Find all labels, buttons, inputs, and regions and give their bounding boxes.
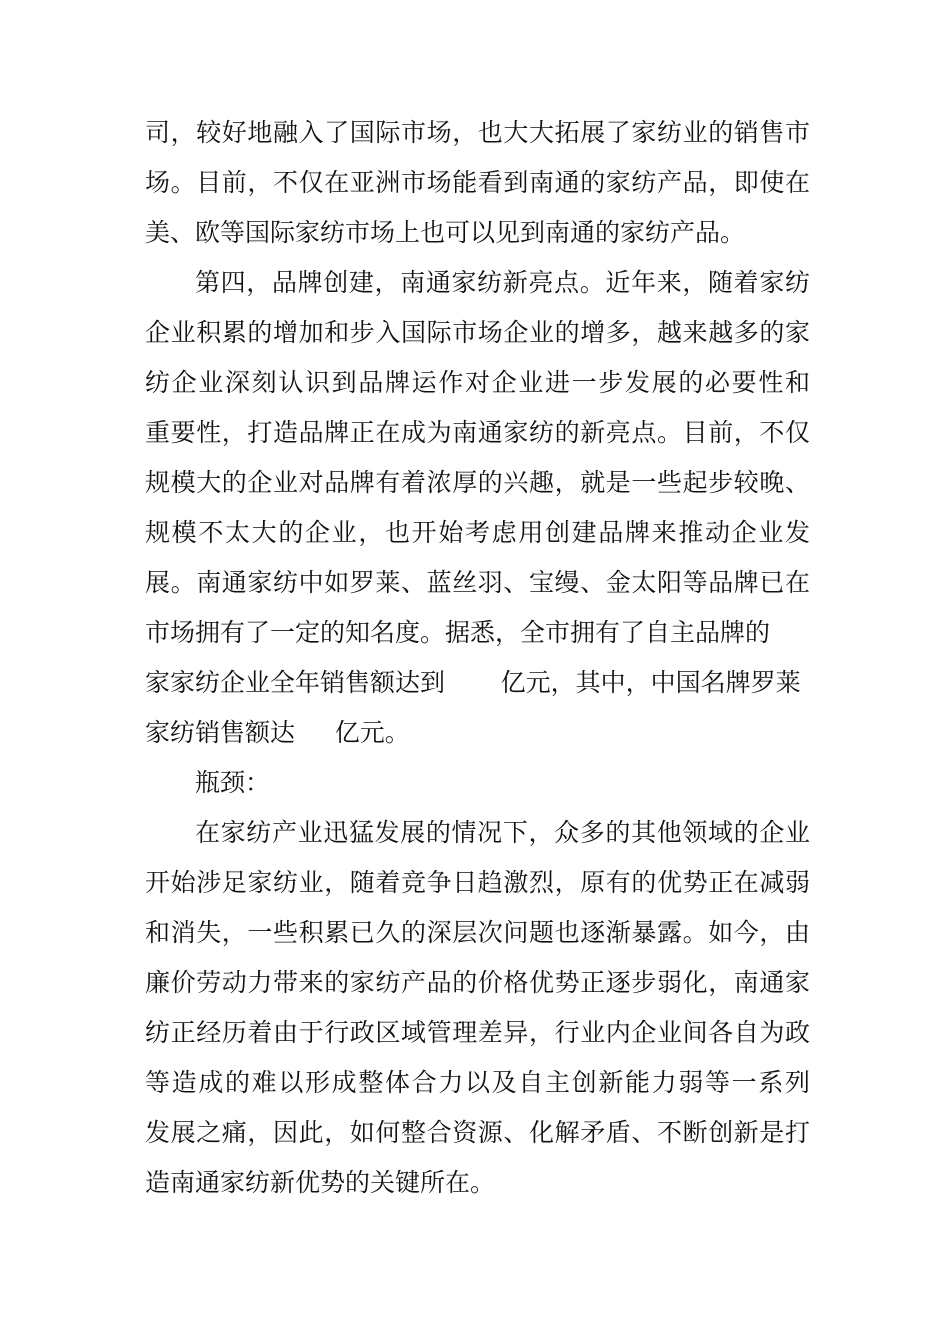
text-line: 家家纺企业全年销售额达到 亿元，其中，中国名牌罗莱 [145, 668, 801, 697]
text-line: 市场拥有了一定的知名度。据悉，全市拥有了自主品牌的 [145, 618, 771, 647]
text-line: 展。南通家纺中如罗莱、蓝丝羽、宝缦、金太阳等品牌已在 [145, 568, 810, 597]
section-heading: 瓶颈： [195, 768, 271, 797]
text-line: 家纺销售额达 亿元。 [145, 718, 410, 747]
text-line: 美、欧等国际家纺市场上也可以见到南通的家纺产品。 [145, 218, 746, 247]
text-line: 开始涉足家纺业，随着竞争日趋激烈，原有的优势正在减弱 [145, 868, 810, 897]
text-line: 规模大的企业对品牌有着浓厚的兴趣，就是一些起步较晚、 [145, 468, 810, 497]
paragraph-first-line: 在家纺产业迅猛发展的情况下，众多的其他领域的企业 [195, 818, 810, 847]
text-line: 和消失，一些积累已久的深层次问题也逐渐暴露。如今，由 [145, 918, 810, 947]
text-line: 等造成的难以形成整体合力以及自主创新能力弱等一系列 [145, 1068, 810, 1097]
text-line: 司，较好地融入了国际市场，也大大拓展了家纺业的销售市 [145, 118, 810, 147]
text-line: 纺企业深刻认识到品牌运作对企业进一步发展的必要性和 [145, 368, 810, 397]
text-line: 造南通家纺新优势的关键所在。 [145, 1168, 496, 1197]
text-line: 廉价劳动力带来的家纺产品的价格优势正逐步弱化，南通家 [145, 968, 810, 997]
paragraph-first-line: 第四，品牌创建，南通家纺新亮点。近年来，随着家纺 [195, 268, 810, 297]
text-line: 场。目前，不仅在亚洲市场能看到南通的家纺产品，即使在 [145, 168, 810, 197]
text-line: 重要性，打造品牌正在成为南通家纺的新亮点。目前，不仅 [145, 418, 810, 447]
text-line: 企业积累的增加和步入国际市场企业的增多，越来越多的家 [145, 318, 810, 347]
text-line: 发展之痛，因此，如何整合资源、化解矛盾、不断创新是打 [145, 1118, 810, 1147]
text-line: 纺正经历着由于行政区域管理差异，行业内企业间各自为政 [145, 1018, 810, 1047]
text-line: 规模不太大的企业，也开始考虑用创建品牌来推动企业发 [145, 518, 810, 547]
